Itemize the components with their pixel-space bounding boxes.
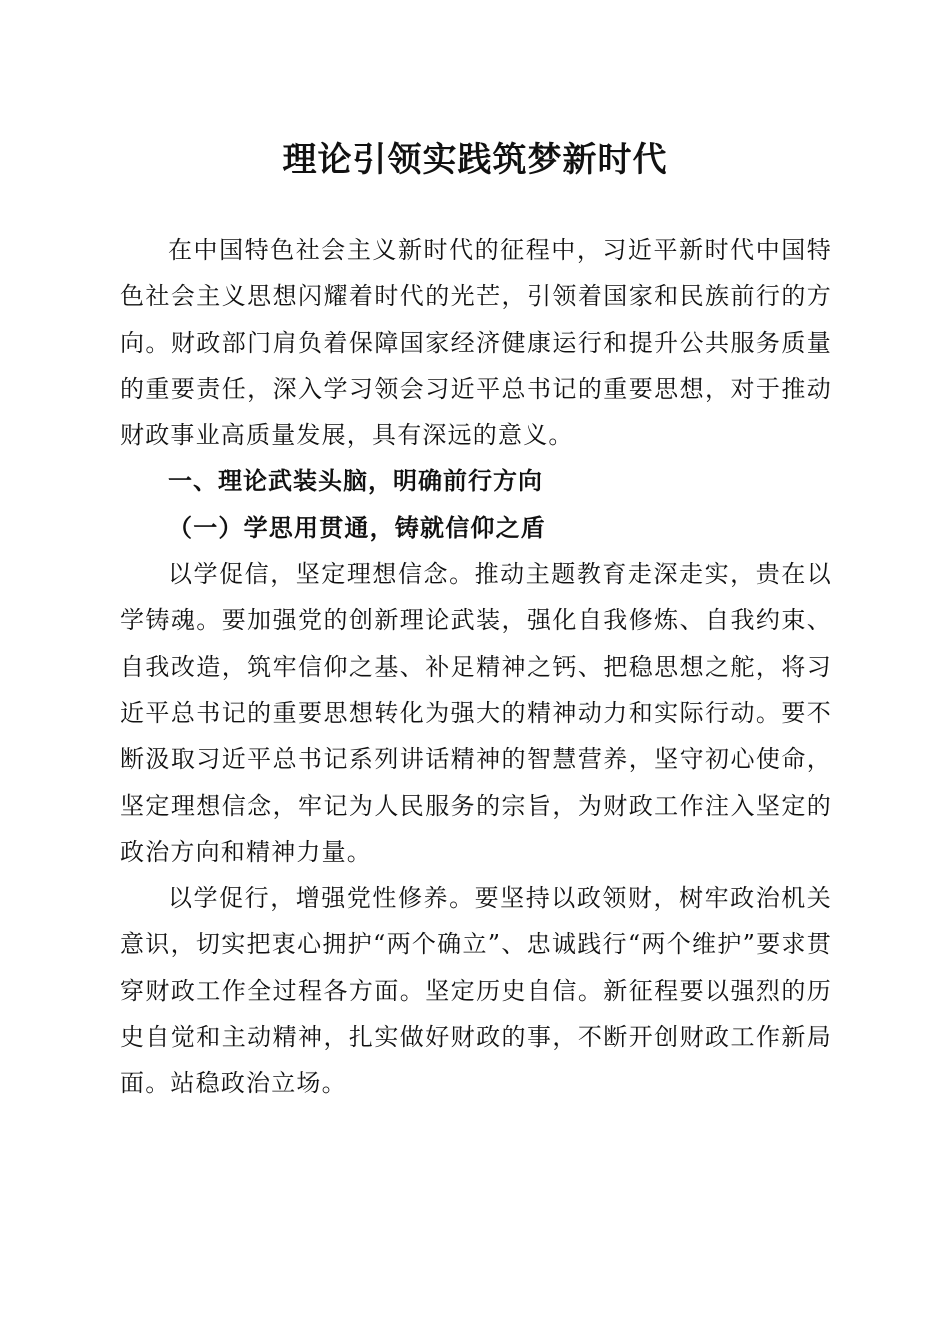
document-title: 理论引领实践筑梦新时代 [282, 140, 668, 180]
document-body [120, 227, 832, 1107]
section-heading: 一、理论武装头脑，明确前行方向 [168, 467, 543, 496]
body-paragraph-1: 以学促信，坚定理想信念。推动主题教育走深走实，贵在以学铸魂。要加强党的创新理论武装，强化自我修炼、自我约束、自我改造，筑牢信仰之基、补足精神之钙、把稳思想之舵，将习近平总书记的重要思想转化为强大的精神动力和实际行动。要不断汲取习近平总书记系列讲话精神的智慧营养，坚守初心使命，坚定理想信念，牢记为人民服务的宗旨，为财政工作注入坚定的政治方向和精神力量。 [120, 560, 832, 866]
subsection-heading: （一）学思用贯通，铸就信仰之盾 [168, 512, 546, 542]
body-paragraph-2: 以学促行，增强党性修养。要坚持以政领财，树牢政治机关意识，切实把衷心拥护“两个确立”、忠诚践行“两个维护”要求贯穿财政工作全过程各方面。坚定历史自信。新征程要以强烈的历史自觉和主动精神，扎实做好财政的事，不断开创财政工作新局面。站稳政治立场。 [120, 884, 832, 1098]
intro-paragraph: 在中国特色社会主义新时代的征程中，习近平新时代中国特色社会主义思想闪耀着时代的光芒，引领着国家和民族前行的方向。财政部门肩负着保障国家经济健康运行和提升公共服务质量的重要责任，深入学习领会习近平总书记的重要思想，对于推动财政事业高质量发展，具有深远的意义。 [120, 236, 832, 450]
